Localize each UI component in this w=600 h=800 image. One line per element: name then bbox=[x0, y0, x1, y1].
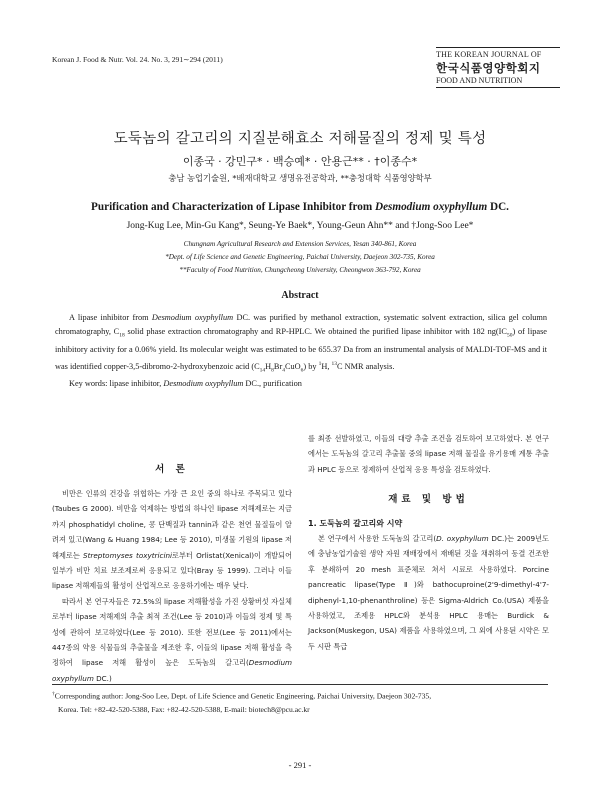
corresponding-author-footnote bbox=[52, 688, 548, 716]
methods-heading: 재료 및 방법 bbox=[388, 494, 469, 506]
affiliations-korean: 충남 농업기술원, *배재대학교 생명유전공학과, **충청대학 식품영양학부 bbox=[168, 173, 432, 183]
intro-paragraph-2: 따라서 본 연구자들은 72.5%의 lipase 저해활성을 가진 상황버섯 자실체로부터 lipase 저해제의 추출 최적 조건(Lee 등 2010)과 이들의 정제 및 특성에 관하여 보고하였다(Lee 등 2010). 또한 전보(Lee 등 2011)에서는 447종의 약용 식물들의 추출물을 제조한 후, 이들의 lipase 저해 활성을 측정하여 lipase 저해 활성이 높은 도둑놈의 갈고리(Desmodium oxyphyllum DC.) bbox=[52, 596, 292, 683]
brand-english-bottom: FOOD AND NUTRITION bbox=[436, 76, 560, 88]
footnote-line-2: Korea. Tel: +82-42-520-5388, Fax: +82-42-520-5388, E-mail: biotech8@pcu.ac.kr bbox=[58, 704, 310, 714]
affiliation-line-1: Chungnam Agricultural Research and Extension Services, Yesan 340-861, Korea bbox=[183, 240, 417, 248]
abstract-paragraph: A lipase inhibitor from Desmodium oxyphyllum DC. was purified by methanol extraction, systematic solvent extraction, silica gel column chromatography, $C_{18}$ solid phase extraction chromatography and RP-HPLC. We obtained the purified lipase inhibitor with 182 $ng(IC_{50})$ of lipase inhibitory activity for a 0.06% yield. Its molecular weight was estimated to be 655.37 Da from an instrumental analysis of MALDI-TOF-MS and it was identified copper-3,5-dibromo-2-hydroxybenzoic acid $(C_{14}H_8Br_4CuO_6)$ by $^1$H, $^{13}$C NMR analysis. bbox=[55, 313, 547, 374]
intro-paragraph-1: 비만은 인류의 건강을 위협하는 가장 큰 요인 중의 하나로 주목되고 있다(Taubes G 2000). 비만을 억제하는 방법의 하나인 lipase 저해제로는 지금까지 phosphatidyl choline, 콩 단백질과 tannin과 같은 천연 물질들이 알려져 있고(Wang & Huang 1984; Lee 등 2010), 미생물 기원의 lipase 저해제로는 Streptomyses toxytricini로부터 Orlistat(Xenical)이 개발되어 일부가 비만 치료 보조제로써 응용되고 있다(Bray 등 1999). 그러나 이들 lipase 저해제들의 활성이 산업적으로 응용하기에는 매우 낮다. bbox=[52, 489, 293, 591]
authors-korean: 이종국 · 강민구* · 백승예* · 안용근** · †이종수* bbox=[182, 155, 418, 168]
title-english bbox=[40, 201, 560, 213]
right-column bbox=[308, 431, 549, 654]
footnote-divider bbox=[52, 684, 548, 685]
intro-left-column bbox=[52, 486, 292, 686]
abstract-heading: Abstract bbox=[281, 290, 319, 301]
authors-english: Jong-Kug Lee, Min-Gu Kang*, Seung-Ye Baek*, Young-Geun Ahn** and †Jong-Soo Lee* bbox=[126, 221, 474, 231]
affiliation-line-2: *Dept. of Life Science and Genetic Engineering, Paichai University, Daejeon 302-735, Korea bbox=[165, 253, 435, 261]
methods-subheading: 1. 도둑놈의 갈고리와 시약 bbox=[308, 518, 403, 528]
brand-english-top: THE KOREAN JOURNAL OF bbox=[436, 47, 560, 59]
affiliation-line-3: **Faculty of Food Nutrition, Chungcheong University, Cheongwon 363-792, Korea bbox=[179, 266, 421, 274]
page-number: - 291 - bbox=[288, 760, 312, 770]
title-english-suffix: DC. bbox=[487, 201, 509, 213]
key-words: Key words: lipase inhibitor, Desmodium oxyphyllum DC., purification bbox=[69, 379, 302, 389]
brand-korean: 한국식품영양학회지 bbox=[436, 61, 541, 75]
journal-brand bbox=[436, 47, 560, 88]
intro-paragraph-3: 를 최종 선발하였고, 이들의 대량 추출 조건을 검토하여 보고하였다. 본 연구에서는 도둑놈의 갈고리 추출물 중의 lipase 저해 물질을 유기용매 계통 추출과 HPLC 등으로 정제하여 산업적 응용 특성을 검토하였다. bbox=[308, 434, 549, 474]
title-korean: 도둑놈의 갈고리의 지질분해효소 저해물질의 정제 및 특성 bbox=[113, 131, 487, 147]
journal-reference: Korean J. Food & Nutr. Vol. 24. No. 3, 291∼294 (2011) bbox=[52, 55, 223, 64]
title-english-text: Purification and Characterization of Lipase Inhibitor from bbox=[91, 201, 375, 213]
footnote-line-1: †Corresponding author: Jong-Soo Lee, Dept. of Life Science and Genetic Engineering, Paichai University, Daejeon 302-735, bbox=[52, 691, 432, 701]
title-english-species: Desmodium oxyphyllum bbox=[374, 201, 488, 213]
abstract-body bbox=[55, 311, 547, 391]
methods-paragraph-1: 본 연구에서 사용한 도둑놈의 갈고리(D. oxyphyllum DC.)는 2009년도에 충남농업기술원 생약 자원 재배장에서 재배된 것을 채취하여 동결 건조한 후 분쇄하여 20 mesh 표준체로 쳐서 시료로 사용하였다. Porcine pancreatic lipase(Type Ⅱ)와 bathocuproine(2'9-dimethyl-4'7-diphenyl-1,10-phenanthroline) 등은 Sigma-Aldrich Co.(USA) 제품을 사용하였고, 조제용 HPLC와 분석용 HPLC 용매는 Burdick & Jackson(Muskegon, USA) 제품을 사용하였으며, 그 외에 사용된 시약은 모두 시판 특급 bbox=[308, 534, 549, 651]
intro-heading: 서 론 bbox=[155, 464, 189, 475]
